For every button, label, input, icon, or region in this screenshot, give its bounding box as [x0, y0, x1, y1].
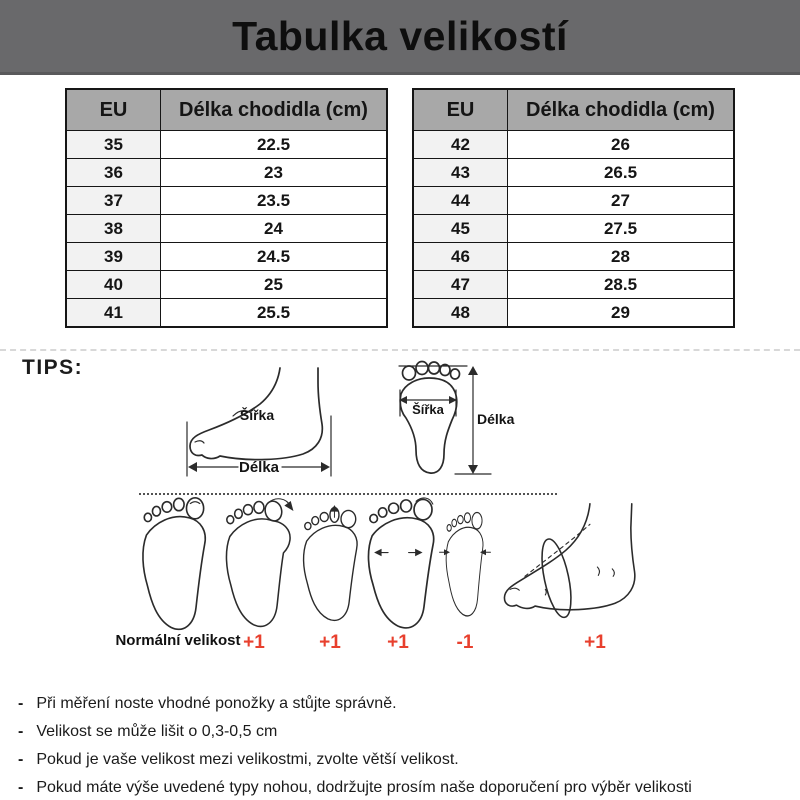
eu-size-cell: 43	[413, 159, 508, 187]
note-bullet: -	[18, 751, 24, 768]
section-divider	[0, 349, 800, 351]
note-text: Pokud máte výše uvedené typy nohou, dodržujte prosím naše doporučení pro výběr velikosti	[36, 779, 692, 796]
foot-type-label: +1	[319, 632, 341, 653]
table-row	[66, 187, 387, 215]
note-bullet: -	[18, 779, 24, 796]
column-header-eu: EU	[413, 89, 508, 131]
long-second-toe-foot-figure	[296, 495, 368, 638]
eu-size-cell: 40	[66, 271, 161, 299]
foot-side-measure-diagram	[183, 366, 335, 478]
note-text: Pokud je vaše velikost mezi velikostmi, zvolte větší velikost.	[36, 751, 459, 768]
note-text: Při měření noste vhodné ponožky a stůjte správně.	[36, 695, 397, 712]
table-row	[66, 271, 387, 299]
foot-type-label: +1	[387, 632, 409, 653]
foot-type-label: -1	[456, 632, 474, 653]
length-cell: 27.5	[508, 215, 735, 243]
eu-size-cell: 36	[66, 159, 161, 187]
length-cell: 28.5	[508, 271, 735, 299]
length-label: Délka	[477, 411, 515, 427]
normal-foot-figure	[134, 495, 218, 638]
table-row	[66, 299, 387, 328]
length-cell: 28	[508, 243, 735, 271]
table-row	[66, 215, 387, 243]
note-item	[18, 750, 784, 770]
length-label: Délka	[238, 459, 280, 476]
narrow-foot-figure	[432, 495, 498, 638]
eu-size-cell: 45	[413, 215, 508, 243]
length-cell: 23.5	[161, 187, 388, 215]
table-row	[66, 243, 387, 271]
eu-size-cell: 38	[66, 215, 161, 243]
size-table-eu-35-41	[65, 88, 388, 328]
table-row	[413, 271, 734, 299]
foot-type-label: +1	[584, 632, 606, 653]
notes-section	[18, 694, 784, 800]
table-row	[66, 159, 387, 187]
eu-size-cell: 48	[413, 299, 508, 328]
note-item	[18, 694, 784, 714]
eu-size-cell: 41	[66, 299, 161, 328]
foot-type-label: +1	[243, 632, 265, 653]
size-table-eu-42-48	[412, 88, 735, 328]
length-cell: 26	[508, 131, 735, 159]
length-cell: 29	[508, 299, 735, 328]
note-text: Velikost se může lišit o 0,3-0,5 cm	[36, 723, 278, 740]
table-row	[413, 187, 734, 215]
column-header-eu: EU	[66, 89, 161, 131]
footprint-measure-diagram	[393, 358, 519, 482]
table-row	[413, 299, 734, 328]
length-cell: 24.5	[161, 243, 388, 271]
tips-heading: TIPS:	[22, 356, 84, 379]
eu-size-cell: 46	[413, 243, 508, 271]
width-label: Šířka	[412, 402, 444, 417]
table-header-row	[66, 89, 387, 131]
eu-size-cell: 44	[413, 187, 508, 215]
eu-size-cell: 42	[413, 131, 508, 159]
bunion-foot-figure	[218, 495, 298, 638]
length-cell: 24	[161, 215, 388, 243]
table-row	[413, 215, 734, 243]
table-row	[413, 243, 734, 271]
note-item	[18, 722, 784, 742]
eu-size-cell: 39	[66, 243, 161, 271]
length-cell: 23	[161, 159, 388, 187]
table-row	[413, 159, 734, 187]
width-label: Šířka	[239, 407, 275, 423]
eu-size-cell: 37	[66, 187, 161, 215]
eu-size-cell: 35	[66, 131, 161, 159]
table-row	[66, 131, 387, 159]
note-item	[18, 778, 784, 798]
length-cell: 26.5	[508, 159, 735, 187]
length-cell: 25.5	[161, 299, 388, 328]
page-title: Tabulka velikostí	[232, 12, 568, 59]
table-row	[413, 131, 734, 159]
high-instep-foot-figure	[497, 500, 655, 635]
note-bullet: -	[18, 695, 24, 712]
length-cell: 22.5	[161, 131, 388, 159]
length-cell: 25	[161, 271, 388, 299]
eu-size-cell: 47	[413, 271, 508, 299]
note-bullet: -	[18, 723, 24, 740]
foot-type-label: Normální velikost	[115, 632, 241, 649]
column-header-foot-length: Délka chodidla (cm)	[161, 89, 388, 131]
table-header-row	[413, 89, 734, 131]
length-cell: 27	[508, 187, 735, 215]
column-header-foot-length: Délka chodidla (cm)	[508, 89, 735, 131]
title-bar	[0, 0, 800, 75]
